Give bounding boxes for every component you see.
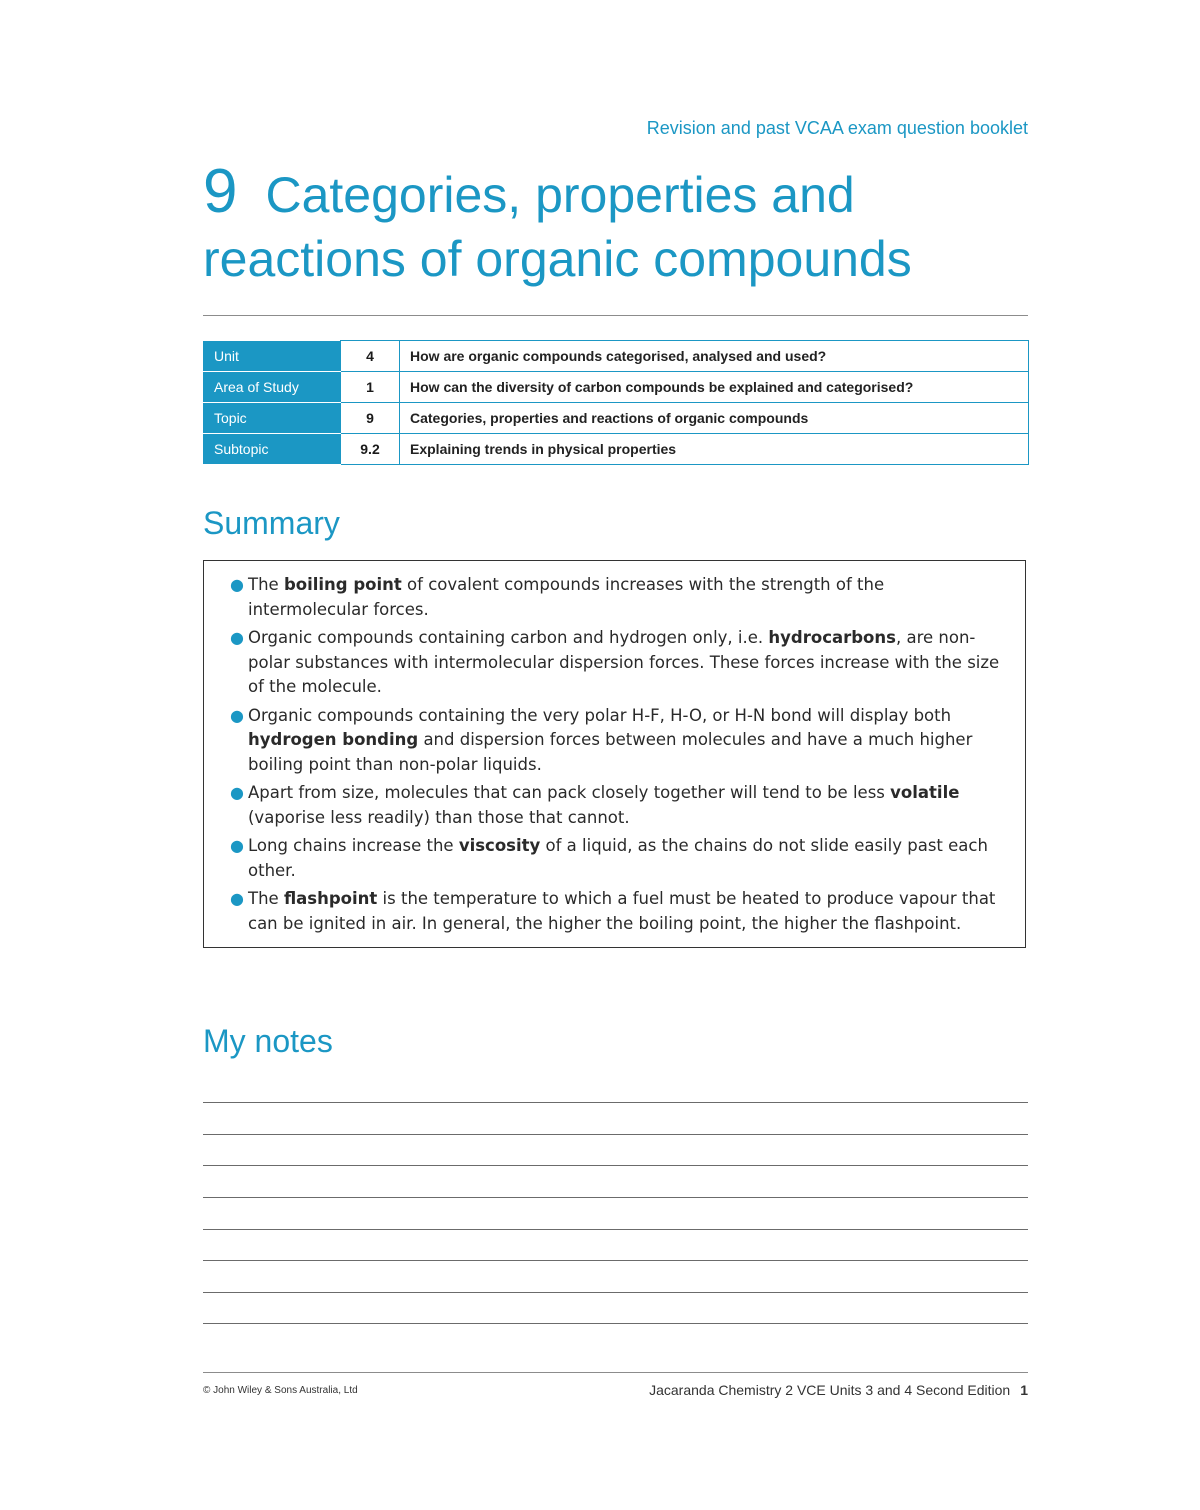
key-term: hydrocarbons <box>768 628 896 647</box>
key-term: viscosity <box>458 836 541 855</box>
summary-heading: Summary <box>203 505 340 541</box>
chapter-title <box>203 157 1033 291</box>
bullet-icon: ● <box>230 783 244 802</box>
footer-book-title: Jacaranda Chemistry 2 VCE Units 3 and 4 Second Edition <box>649 1382 1011 1398</box>
footer-copyright: © John Wiley & Sons Australia, Ltd <box>203 1385 358 1396</box>
bullet-icon: ● <box>230 575 244 594</box>
summary-list <box>204 561 1025 936</box>
row-number: 9.2 <box>341 434 400 465</box>
note-line[interactable] <box>203 1134 1028 1135</box>
curriculum-table <box>203 340 1029 465</box>
bullet-icon: ● <box>230 836 244 855</box>
chapter-title-line2: reactions of organic compounds <box>203 231 912 287</box>
row-number: 9 <box>341 403 400 434</box>
row-description: How can the diversity of carbon compounds be explained and categorised? <box>400 372 1029 403</box>
key-term: volatile <box>890 783 960 802</box>
bullet-icon: ● <box>230 628 244 647</box>
footer-divider <box>203 1372 1028 1373</box>
booklet-label: Revision and past VCAA exam question booklet <box>646 118 1028 138</box>
row-number: 1 <box>341 372 400 403</box>
note-line[interactable] <box>203 1165 1028 1166</box>
item-text: Long chains increase the <box>248 836 459 855</box>
item-text: Organic compounds containing the very polar H-F, H-O, or H-N bond will display both <box>248 705 952 725</box>
item-text: of covalent compounds increases with the strength of the intermolecular forces. <box>248 575 885 619</box>
note-line[interactable] <box>203 1292 1028 1293</box>
note-line[interactable] <box>203 1102 1028 1103</box>
row-description: Categories, properties and reactions of organic compounds <box>400 403 1029 434</box>
list-item <box>230 573 1001 622</box>
item-text: The <box>248 889 284 908</box>
list-item <box>230 704 1001 778</box>
row-description: Explaining trends in physical properties <box>400 434 1029 465</box>
page-number: 1 <box>1020 1382 1028 1398</box>
note-line[interactable] <box>203 1323 1028 1324</box>
bullet-icon: ● <box>230 705 244 725</box>
key-term: hydrogen bonding <box>248 730 419 749</box>
item-text: is the temperature to which a fuel must be heated to produce vapour that can be ignited in air. In general, the higher the boiling point, the higher the flashpoint. <box>248 889 996 933</box>
table-row <box>204 403 1029 434</box>
row-key: Area of Study <box>204 372 341 403</box>
row-key: Subtopic <box>204 434 341 465</box>
key-term: boiling point <box>283 575 402 594</box>
list-item <box>230 834 1001 883</box>
key-term: flashpoint <box>283 889 378 908</box>
title-divider <box>203 315 1028 316</box>
table-row <box>204 341 1029 372</box>
row-number: 4 <box>341 341 400 372</box>
note-line[interactable] <box>203 1229 1028 1230</box>
item-text: , are non-polar substances with intermolecular dispersion forces. These forces increase with the size of the molecule. <box>248 628 1000 696</box>
item-text: Apart from size, molecules that can pack closely together will tend to be less <box>248 783 891 802</box>
row-description: How are organic compounds categorised, analysed and used? <box>400 341 1029 372</box>
note-line[interactable] <box>203 1260 1028 1261</box>
item-text: Organic compounds containing carbon and hydrogen only, i.e. <box>248 628 769 647</box>
summary-box <box>203 560 1026 948</box>
row-key: Topic <box>204 403 341 434</box>
item-text: of a liquid, as the chains do not slide easily past each other. <box>248 836 988 880</box>
item-text: (vaporise less readily) than those that cannot. <box>248 807 630 827</box>
notes-heading: My notes <box>203 1023 333 1059</box>
table-row <box>204 372 1029 403</box>
row-key: Unit <box>204 341 341 372</box>
table-row <box>204 434 1029 465</box>
chapter-number: 9 <box>203 157 238 226</box>
list-item <box>230 887 1001 936</box>
note-line[interactable] <box>203 1197 1028 1198</box>
bullet-icon: ● <box>230 889 244 908</box>
chapter-title-line1: Categories, properties and <box>265 167 855 223</box>
list-item <box>230 781 1001 830</box>
item-text: The <box>248 575 284 594</box>
list-item <box>230 626 1001 700</box>
footer-book <box>649 1382 1028 1398</box>
item-text: and dispersion forces between molecules and have a much higher boiling point than non-polar liquids. <box>248 730 973 774</box>
